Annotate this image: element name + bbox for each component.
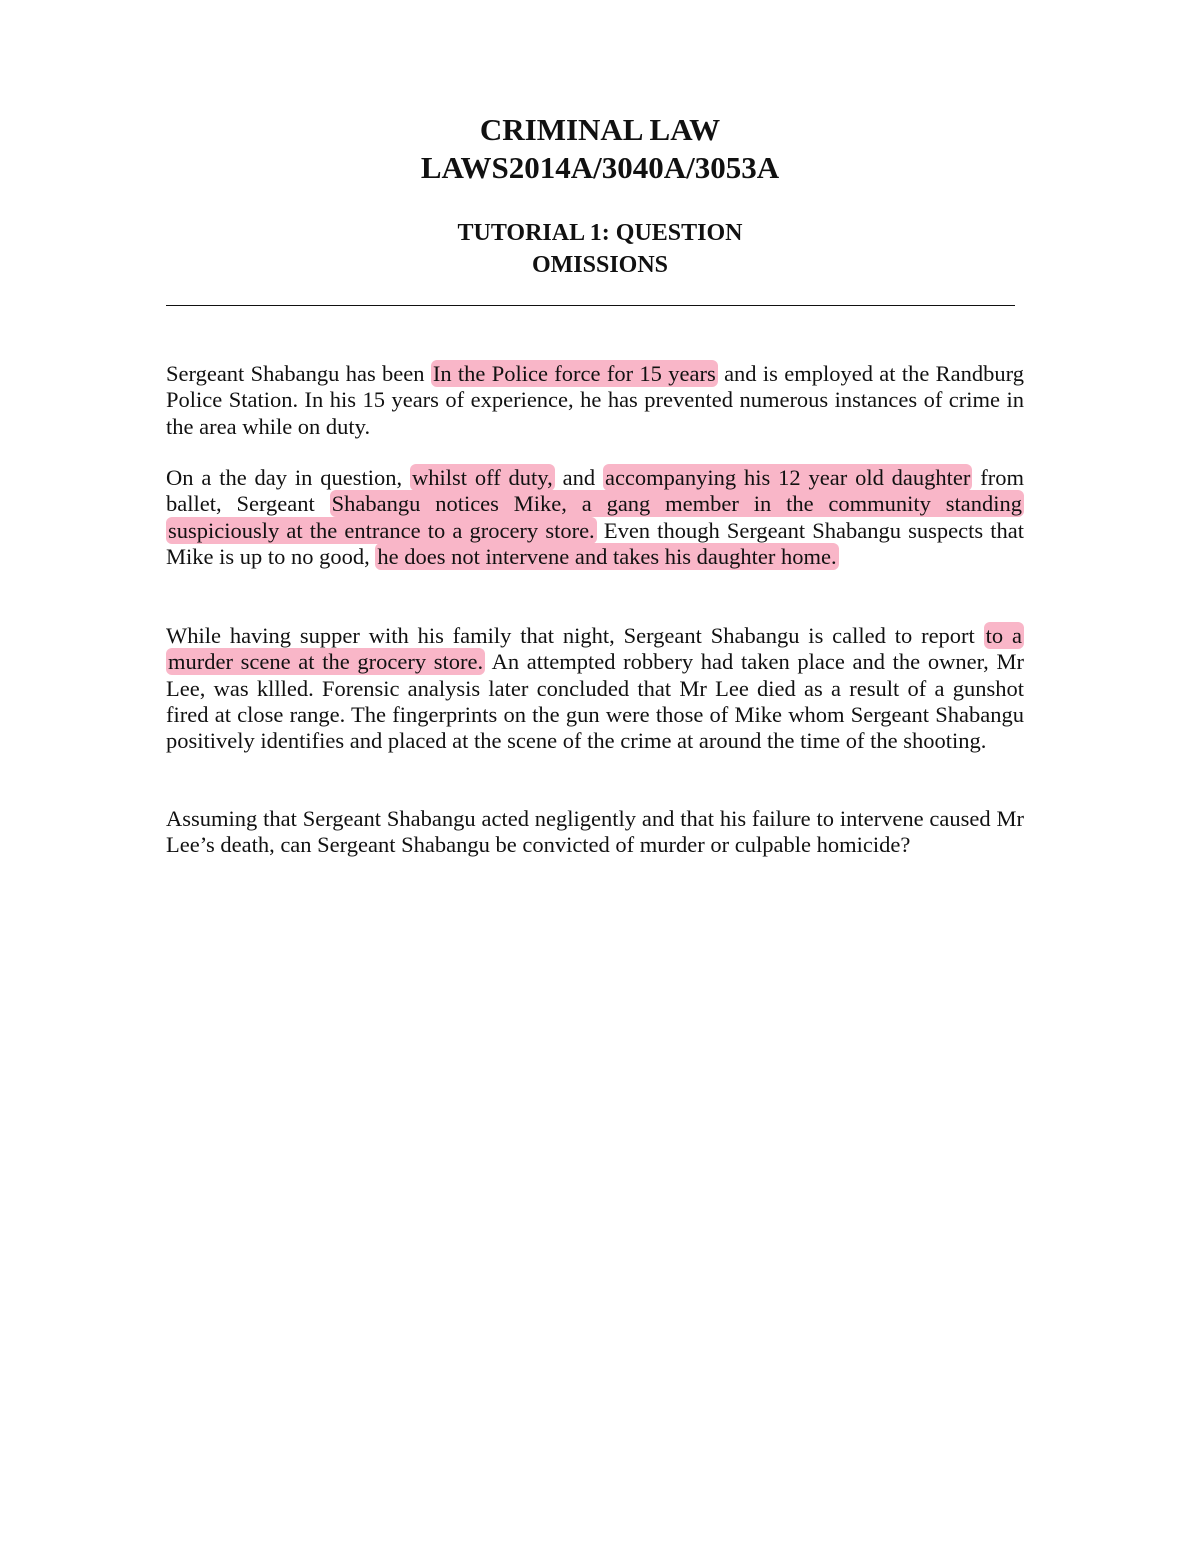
course-title: CRIMINAL LAW: [479, 112, 721, 147]
paragraph-text: and: [554, 465, 603, 490]
paragraph-text: An attempted robbery had taken place and the owner, Mr Lee, was kllled. Forensic analysis later concluded that Mr Lee died as a result of a gunshot fired at close range. The fingerprints on the gun were those of Mike whom Sergeant Shabangu positively identifies and placed at the scene of the crime at around the time of the shooting.: [166, 649, 1024, 754]
highlighted-text: whilst off duty,: [412, 465, 553, 490]
tutorial-topic: OMISSIONS: [531, 252, 669, 278]
paragraph-text: Even though Sergeant Shabangu suspects that Mike is up to no good,: [166, 517, 1025, 569]
paragraph-text: While having supper with his family that night, Sergeant Shabangu is called to report: [166, 623, 984, 648]
paragraph-4: [166, 806, 1024, 859]
paragraph-text: and is employed at the Randburg Police Station. In his 15 years of experience, he has prevented numerous instances of crime in the area while on duty.: [166, 361, 1025, 439]
tutorial-title: TUTORIAL 1: QUESTION: [457, 220, 743, 246]
header-divider: [166, 305, 1015, 306]
highlighted-text: Shabangu notices Mike, a gang member in the community standing suspiciously at the entrance to a grocery store.: [168, 491, 1022, 543]
paragraph-1: [166, 361, 1024, 440]
course-code: LAWS2014A/3040A/3053A: [420, 150, 780, 185]
paragraph-3: [166, 623, 1024, 754]
highlighted-text: In the Police force for 15 years: [432, 361, 716, 386]
highlighted-text: he does not intervene and takes his daughter home.: [377, 543, 837, 569]
paragraph-text: from ballet, Sergeant: [166, 465, 1024, 517]
highlighted-text: to a murder scene at the grocery store.: [168, 623, 1022, 675]
paragraph-text: Assuming that Sergeant Shabangu acted negligently and that his failure to intervene caused Mr Lee’s death, can Sergeant Shabangu be convicted of murder or culpable homicide?: [166, 806, 1024, 858]
paragraph-2: [166, 465, 1024, 570]
paragraph-text: On a the day in question,: [166, 465, 410, 490]
highlighted-text: accompanying his 12 year old daughter: [604, 465, 971, 490]
paragraph-text: Sergeant Shabangu has been: [166, 361, 431, 386]
